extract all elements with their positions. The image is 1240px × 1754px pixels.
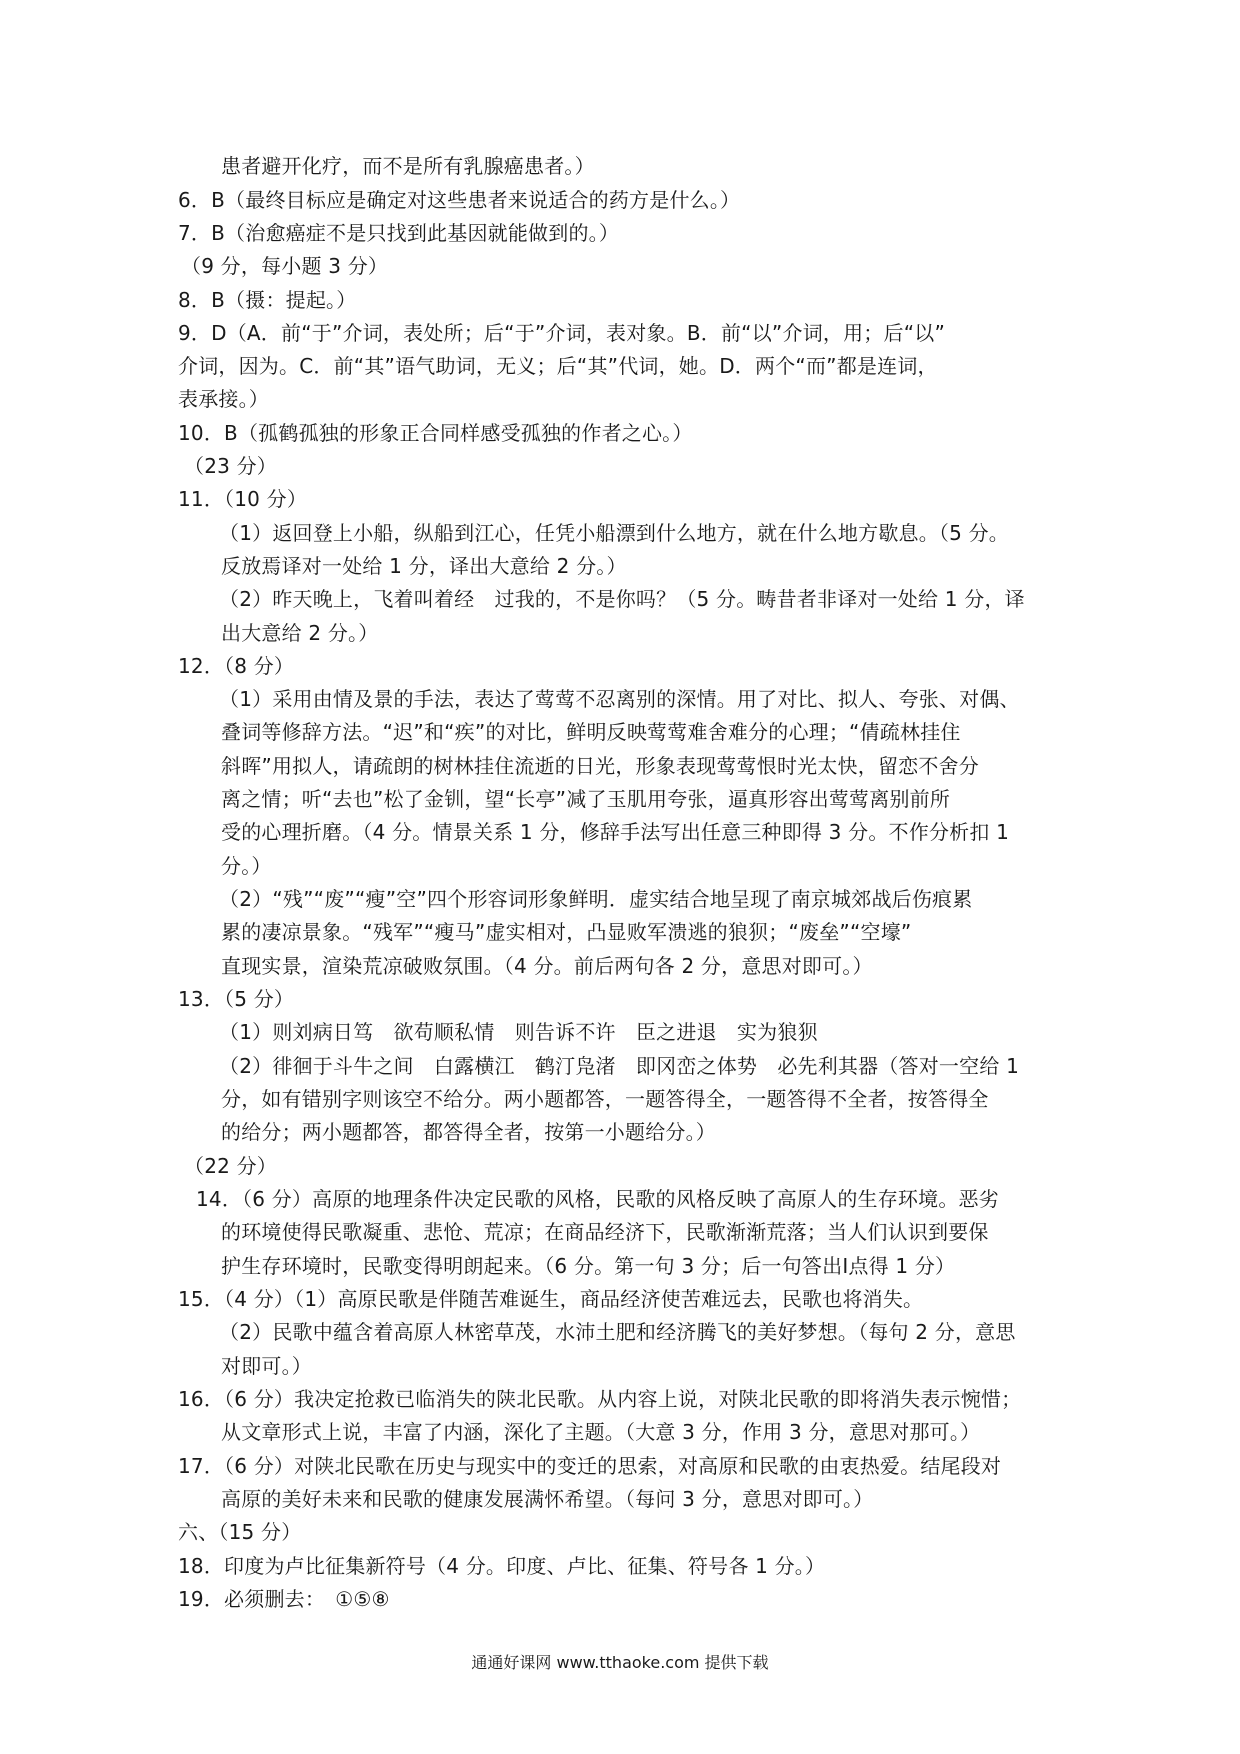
text-line: 14．（6 分）高原的地理条件决定民歌的风格，民歌的风格反映了高原人的生存环境。恶劣: [196, 1187, 999, 1211]
text-line: 6．B（最终目标应是确定对这些患者来说适合的药方是什么。）: [178, 188, 741, 212]
text-line: 高原的美好未来和民歌的健康发展满怀希望。（每问 3 分，意思对即可。）: [221, 1487, 874, 1511]
text-line: 介词，因为。C．前“其”语气助词，无义；后“其”代词，她。D．两个“而”都是连词，: [178, 354, 938, 378]
text-line: 离之情；听“去也”松了金钏，望“长亭”减了玉肌用夸张，逼真形容出莺莺离别前所: [221, 787, 951, 811]
text-line: 患者避开化疗，而不是所有乳腺癌患者。）: [221, 154, 595, 178]
text-line: 对即可。）: [221, 1354, 312, 1378]
text-line: 17．（6 分）对陕北民歌在历史与现实中的变迁的思索，对高原和民歌的由衷热爱。结尾段对: [178, 1454, 1002, 1478]
text-line: 18．印度为卢比征集新符号（4 分。印度、卢比、征集、符号各 1 分。）: [178, 1554, 826, 1578]
text-line: （1）返回登上小船，纵船到江心，任凭小船漂到什么地方，就在什么地方歇息。（5 分。: [219, 521, 1010, 545]
text-line: 从文章形式上说，丰富了内涵，深化了主题。（大意 3 分，作用 3 分，意思对那可。）: [221, 1420, 981, 1444]
text-line: 受的心理折磨。（4 分。情景关系 1 分，修辞手法写出任意三种即得 3 分。不作分析扣 1: [221, 820, 1010, 844]
text-line: 护生存环境时，民歌变得明朗起来。（6 分。第一句 3 分；后一句答出Ⅰ点得 1 分）: [221, 1254, 956, 1278]
text-line: 16．（6 分）我决定抢救已临消失的陕北民歌。从内容上说，对陕北民歌的即将消失表示惋惜；: [178, 1387, 1022, 1411]
text-line: 10．B（孤鹤孤独的形象正合同样感受孤独的作者之心。）: [178, 421, 693, 445]
text-line: （9 分，每小题 3 分）: [181, 254, 389, 278]
text-line: 累的凄凉景象。“残军”“瘦马”虚实相对，凸显败军溃逃的狼狈；“废垒”“空壕”: [221, 920, 912, 944]
text-line: 13．（5 分）: [178, 987, 295, 1011]
text-line: 出大意给 2 分。）: [221, 621, 379, 645]
text-line: 分。）: [221, 854, 272, 878]
text-line: 表承接。）: [178, 387, 269, 411]
text-line: （2）徘徊于斗牛之间 白露横江 鹤汀凫渚 即冈峦之体势 必先利其器（答对一空给 1: [219, 1054, 1020, 1078]
text-line: 的环境使得民歌凝重、悲怆、荒凉；在商品经济下，民歌渐渐荒落；当人们认识到要保: [221, 1220, 989, 1244]
section-heading: （22 分）: [184, 1154, 278, 1178]
text-line: 叠词等修辞方法。“迟”和“疾”的对比，鲜明反映莺莺难舍难分的心理；“倩疏林挂住: [221, 720, 961, 744]
text-line: 反放焉译对一处给 1 分，译出大意给 2 分。）: [221, 554, 627, 578]
page-footer: 通通好课网 www.tthaoke.com 提供下载: [471, 1653, 769, 1672]
text-line: 19．必须删去： ①⑤⑧: [178, 1587, 390, 1611]
text-line: （1）则刘病日笃 欲苟顺私情 则告诉不许 臣之进退 实为狼狈: [219, 1020, 818, 1044]
text-line: 15．（4 分）（1）高原民歌是伴随苦难诞生，商品经济使苦难远去，民歌也将消失。: [178, 1287, 924, 1311]
text-line: （2）“残”“废”“瘦”空”四个形容词形象鲜明．虚实结合地呈现了南京城郊战后伤痕累: [219, 887, 973, 911]
text-line: 分，如有错别字则该空不给分。两小题都答，一题答得全，一题答得不全者，按答得全: [221, 1087, 989, 1111]
text-line: （2）昨天晚上，飞着叫着经 过我的，不是你吗？（5 分。畴昔者非译对一处给 1 分，译: [219, 587, 1025, 611]
text-line: 的给分；两小题都答，都答得全者，按第一小题给分。）: [221, 1120, 716, 1144]
text-line: 9．D（A．前“于”介词，表处所；后“于”介词，表对象。B．前“以”介词，用；后“以”: [178, 321, 946, 345]
text-line: 12．（8 分）: [178, 654, 295, 678]
section-heading: 六、（15 分）: [178, 1520, 302, 1544]
text-line: （2）民歌中蕴含着高原人林密草茂，水沛土肥和经济腾飞的美好梦想。（每句 2 分，意思: [219, 1320, 1016, 1344]
text-line: （1）采用由情及景的手法，表达了莺莺不忍离别的深情。用了对比、拟人、夸张、对偶、: [219, 687, 1020, 711]
text-line: 直现实景，渲染荒凉破败氛围。（4 分。前后两句各 2 分，意思对即可。）: [221, 954, 873, 978]
section-heading: （23 分）: [184, 454, 278, 478]
text-line: 斜晖”用拟人，请疏朗的树林挂住流逝的日光，形象表现莺莺恨时光太快，留恋不舍分: [221, 754, 979, 778]
text-line: 8．B（摄：提起。）: [178, 288, 357, 312]
text-line: 7．B（治愈癌症不是只找到此基因就能做到的。）: [178, 221, 620, 245]
text-line: 11．（10 分）: [178, 487, 308, 511]
